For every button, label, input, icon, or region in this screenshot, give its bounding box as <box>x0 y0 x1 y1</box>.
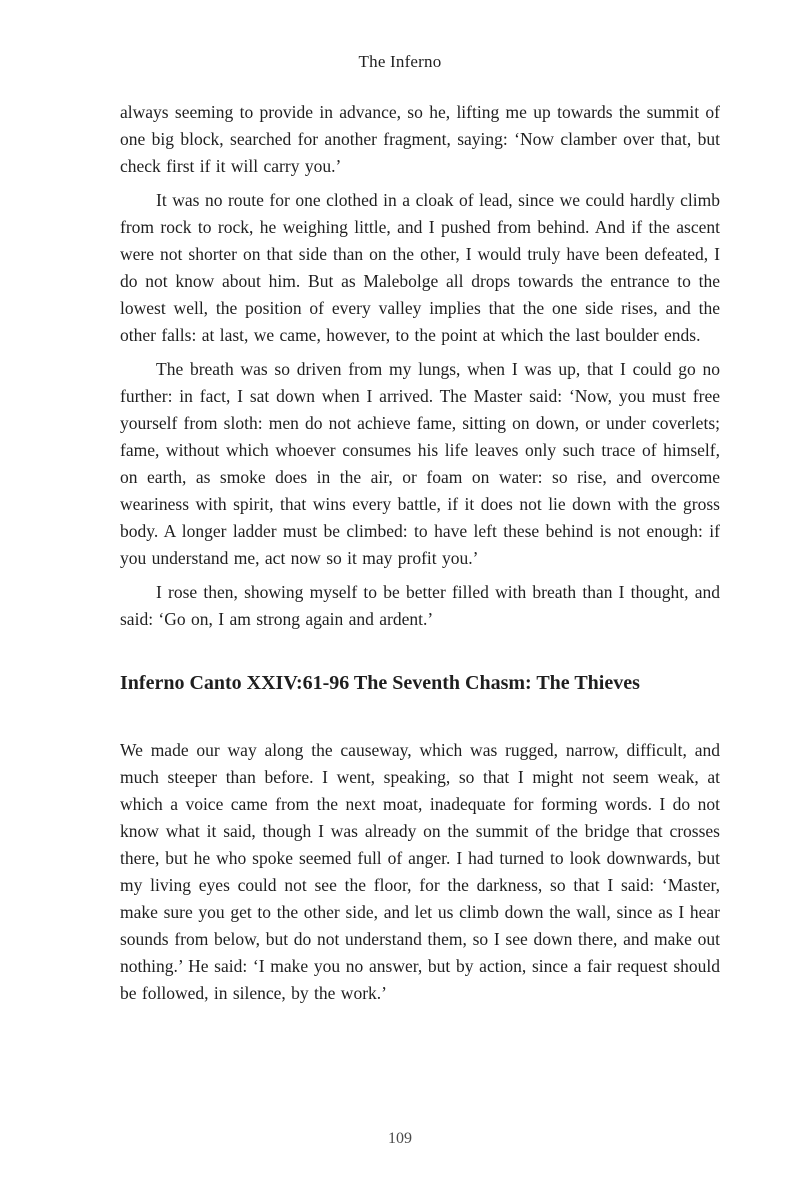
paragraph: It was no route for one clothed in a cloak of lead, since we could hardly climb from rock to rock, he weighing little, and I pushed from behind. And if the ascent were not shorter on that side than on the other, I would truly have been defeated, I do not know about him. But as Malebolge all drops towards the entrance to the lowest well, the position of every valley implies that the one side rises, and the other falls: at last, we came, however, to the point at which the last boulder ends. <box>120 190 720 345</box>
paragraph: always seeming to provide in advance, so he, lifting me up towards the summit of one big block, searched for another fragment, saying: ‘Now clamber over that, but check first if it will carry you.’ <box>120 102 720 176</box>
paragraph: I rose then, showing myself to be better filled with breath than I thought, and said: ‘Go on, I am strong again and ardent.’ <box>120 582 720 629</box>
page-content <box>120 99 720 1014</box>
paragraph: The breath was so driven from my lungs, when I was up, that I could go no further: in fact, I sat down when I arrived. The Master said: ‘Now, you must free yourself from sloth: men do not achieve fame, sitting on down, or under coverlets; fame, without which whoever consumes his life leaves only such trace of himself, on earth, as smoke does in the air, or foam on water: so rise, and overcome weariness with spirit, that wins every battle, if it does not lie down with the gross body. A longer ladder must be climbed: to have left these behind is not enough: if you understand me, act now so it may profit you.’ <box>120 359 720 568</box>
running-header: The Inferno <box>358 52 442 71</box>
paragraph: We made our way along the causeway, which was rugged, narrow, difficult, and much steeper than before. I went, speaking, so that I might not seem weak, at which a voice came from the next moat, inadequate for forming words. I do not know what it said, though I was already on the summit of the bridge that crosses there, but he who spoke seemed full of anger. I had turned to look downwards, but my living eyes could not see the floor, for the darkness, so that I said: ‘Master, make sure you get to the other side, and let us climb down the wall, since as I hear sounds from below, but do not understand them, so I see down there, and make out nothing.’ He said: ‘I make you no answer, but by action, since a fair request should be followed, in silence, by the work.’ <box>120 740 720 1003</box>
section-heading: Inferno Canto XXIV:61-96 The Seventh Chasm: The Thieves <box>120 672 640 694</box>
page-number: 109 <box>388 1130 412 1147</box>
